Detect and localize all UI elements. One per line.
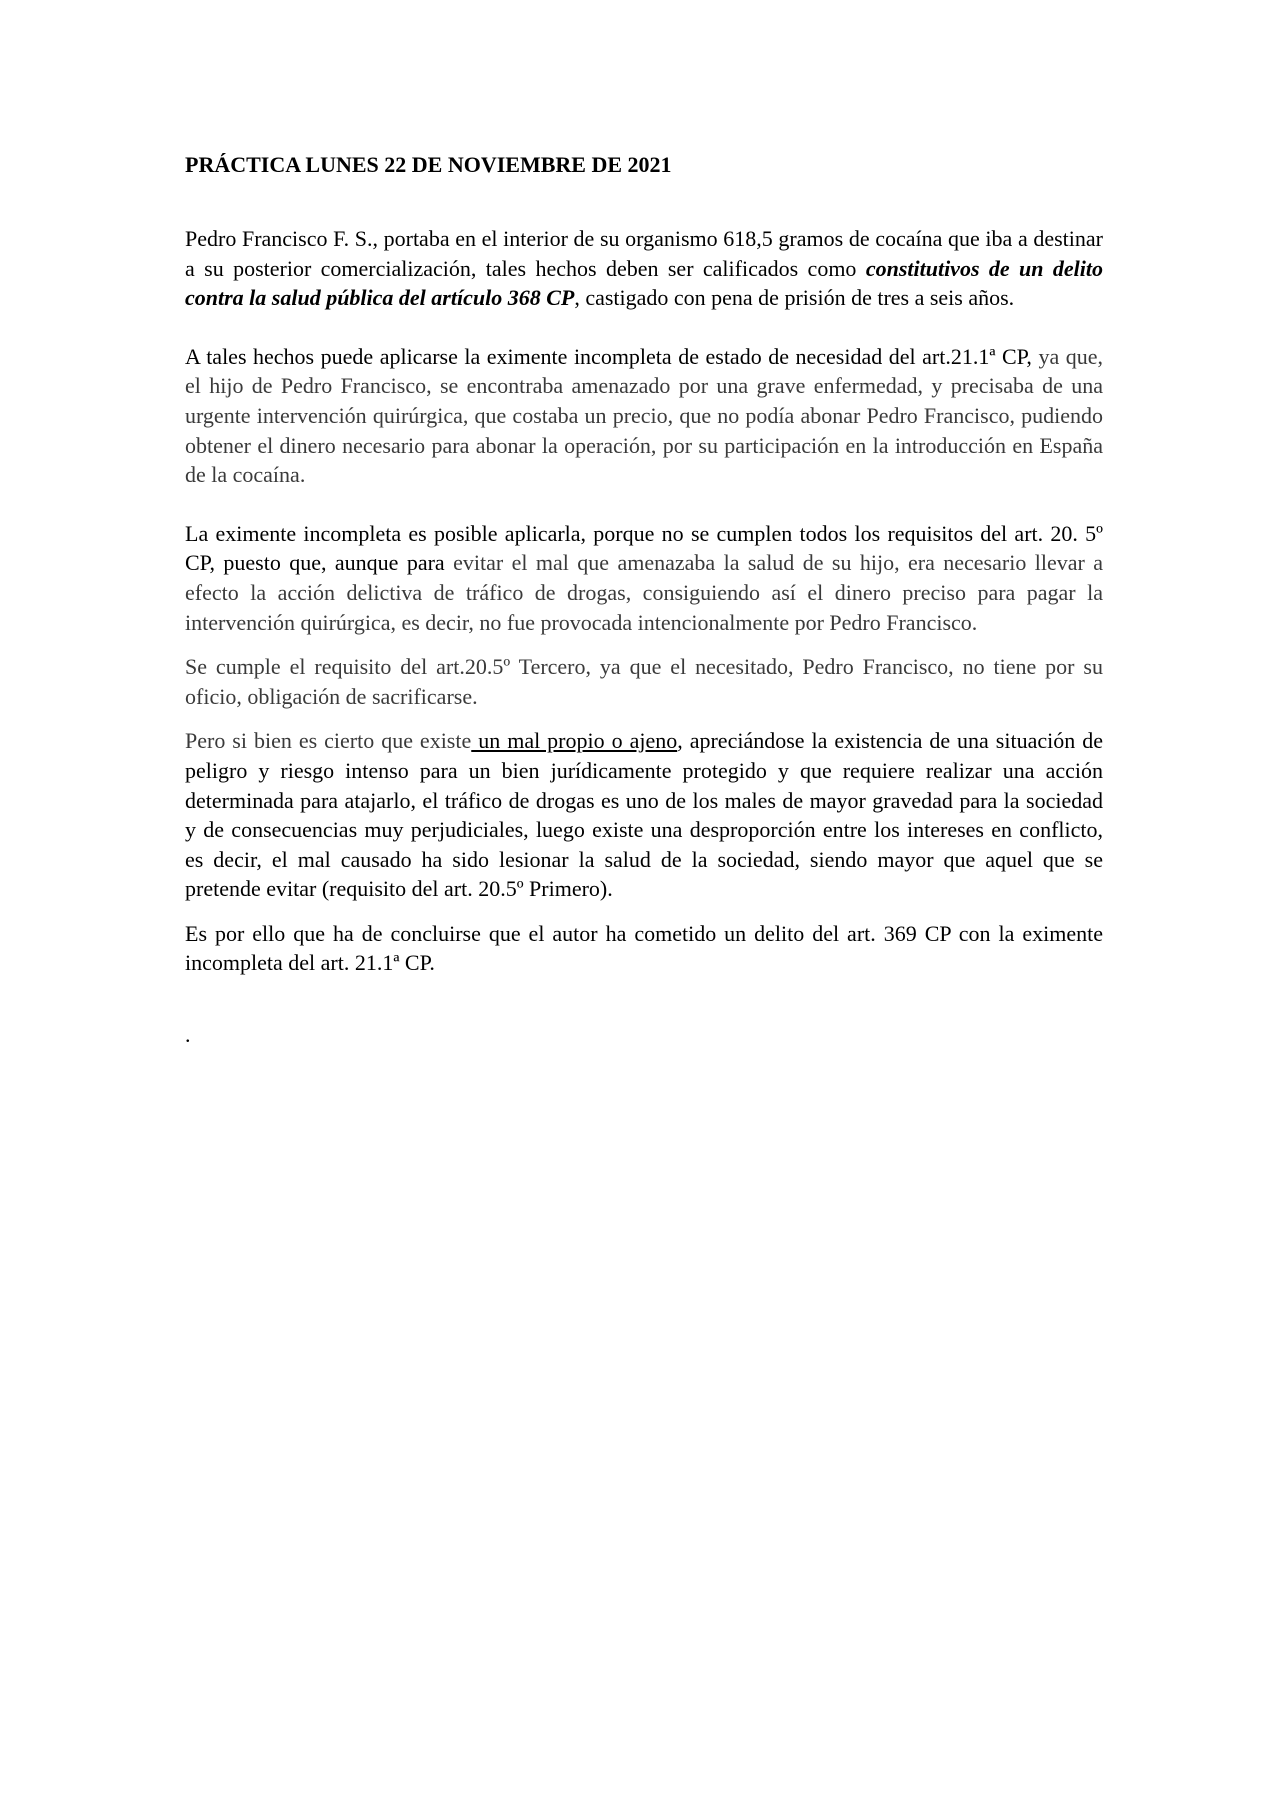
paragraph-eximente xyxy=(185,342,1103,490)
paragraph-mal-propio xyxy=(185,726,1103,904)
paragraph-requisitos-text-grey: evitar el mal que amenazaba la salud de su hijo, era necesario llevar a efecto la acción delictiva de tráfico de drogas, consiguiendo así el dinero preciso para pagar la intervención quirúrgica, es decir, no fue provocada intencionalmente por Pedro Francisco. xyxy=(185,550,1103,635)
paragraph-mal-propio-underlined: un mal propio o ajeno xyxy=(471,728,678,754)
paragraph-facts-emphasis: constitutivos de un delito contra la salud pública del artículo 368 CP xyxy=(185,255,1103,311)
paragraph-facts xyxy=(185,224,1103,313)
paragraph-facts-text: Pedro Francisco F. S., portaba en el interior de su organismo 618,5 gramos de cocaína que iba a destinar a su posterior comercialización, tales hechos deben ser calificados como xyxy=(185,226,1103,281)
paragraph-requisitos xyxy=(185,519,1103,637)
document-body xyxy=(185,150,1103,1050)
paragraph-mal-propio-text: , apreciándose la existencia de una situación de peligro y riesgo intenso para un bien jurídicamente protegido y que requiere realizar una acción determinada para atajarlo, el tráfico de drogas es uno de los males de mayor gravedad para la sociedad y de consecuencias muy perjudiciales, luego existe una desproporción entre los intereses en conflicto, es decir, el mal causado ha sido lesionar la salud de la sociedad, siendo mayor que aquel que se pretende evitar (requisito del art. 20.5º Primero). xyxy=(185,728,1103,902)
paragraph-eximente-text: A tales hechos puede aplicarse la eximente incompleta de estado de necesidad del art.21.1ª CP, xyxy=(185,343,1032,369)
paragraph-mal-propio-text-grey: Pero si bien es cierto que existe xyxy=(185,728,472,754)
trailing-mark: . xyxy=(185,1022,191,1048)
paragraph-facts-text-end: , castigado con pena de prisión de tres a seis años. xyxy=(574,285,1015,311)
paragraph-requisitos-text: La eximente incompleta es posible aplicarla, porque no se cumplen todos los requisitos del art. 20. 5º CP, puesto que, aunque para xyxy=(185,520,1103,576)
paragraph-tercero: Se cumple el requisito del art.20.5º Tercero, ya que el necesitado, Pedro Francisco, no tiene por su oficio, obligación de sacrificarse. xyxy=(185,654,1103,709)
document-title: PRÁCTICA LUNES 22 DE NOVIEMBRE DE 2021 xyxy=(185,152,672,177)
paragraph-conclusion: Es por ello que ha de concluirse que el autor ha cometido un delito del art. 369 CP con la eximente incompleta del art. 21.1ª CP. xyxy=(185,920,1103,976)
paragraph-eximente-text-grey: ya que, el hijo de Pedro Francisco, se encontraba amenazado por una grave enfermedad, y precisaba de una urgente intervención quirúrgica, que costaba un precio, que no podía abonar Pedro Francisco, pudiendo obtener el dinero necesario para abonar la operación, por su participación en la introducción en España de la cocaína. xyxy=(185,343,1103,488)
